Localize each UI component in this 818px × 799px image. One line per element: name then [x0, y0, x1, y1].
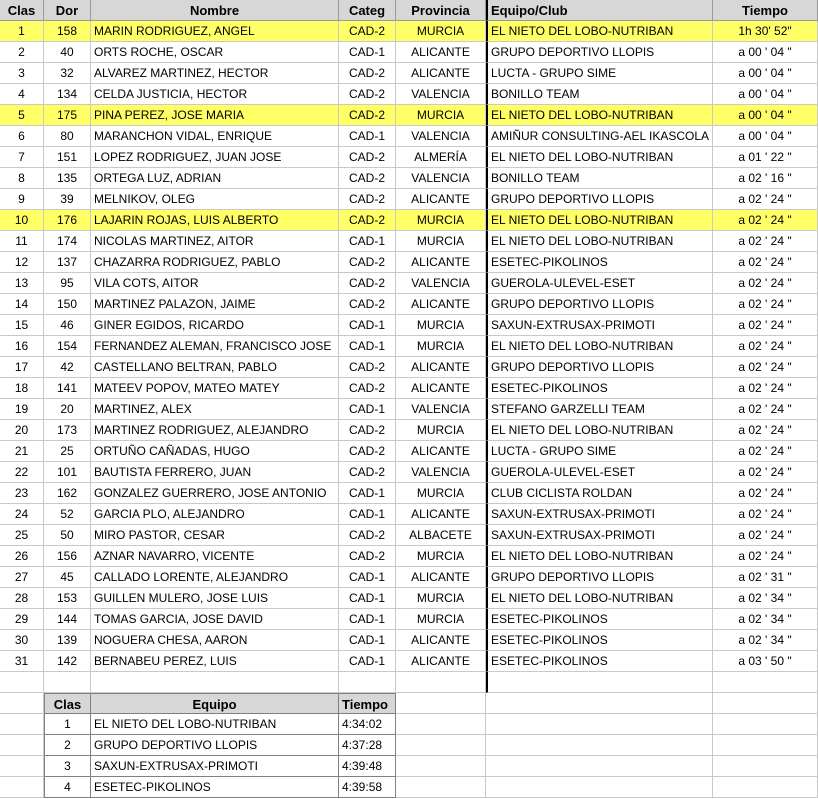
cell-tiempo: a 02 ' 24 "	[713, 504, 818, 525]
blank-cell	[0, 777, 44, 798]
cell-dor: 162	[44, 483, 91, 504]
blank-cell	[713, 756, 818, 777]
cell-tiempo: a 02 ' 24 "	[713, 525, 818, 546]
cell-nombre: TOMAS GARCIA, JOSE DAVID	[91, 609, 339, 630]
cell-categ: CAD-2	[339, 420, 396, 441]
cell-dor: 154	[44, 336, 91, 357]
cell-nombre: MARIN RODRIGUEZ, ANGEL	[91, 21, 339, 42]
cell-equipo: GRUPO DEPORTIVO LLOPIS	[486, 294, 713, 315]
cell-provincia: MURCIA	[396, 588, 486, 609]
cell-nombre: CASTELLANO BELTRAN, PABLO	[91, 357, 339, 378]
cell-nombre: BERNABEU PEREZ, LUIS	[91, 651, 339, 672]
cell-clas: 9	[0, 189, 44, 210]
cell-equipo: LUCTA - GRUPO SIME	[486, 441, 713, 462]
cell-nombre: ORTUÑO CAÑADAS, HUGO	[91, 441, 339, 462]
cell-categ: CAD-1	[339, 567, 396, 588]
cell-tiempo: a 03 ' 50 "	[713, 651, 818, 672]
header-equipo: Equipo/Club	[486, 0, 713, 21]
cell-clas: 23	[0, 483, 44, 504]
cell-dor: 142	[44, 651, 91, 672]
cell-tiempo: a 02 ' 16 "	[713, 168, 818, 189]
cell-clas: 15	[0, 315, 44, 336]
cell-dor: 20	[44, 399, 91, 420]
cell-dor: 139	[44, 630, 91, 651]
cell-provincia: MURCIA	[396, 483, 486, 504]
cell-tiempo: a 02 ' 34 "	[713, 588, 818, 609]
cell-equipo: GRUPO DEPORTIVO LLOPIS	[486, 42, 713, 63]
cell-categ: CAD-2	[339, 273, 396, 294]
cell-clas: 25	[0, 525, 44, 546]
cell-categ: CAD-2	[339, 147, 396, 168]
cell-equipo: GRUPO DEPORTIVO LLOPIS	[486, 189, 713, 210]
cell-categ: CAD-1	[339, 504, 396, 525]
cell-categ: CAD-2	[339, 105, 396, 126]
header-nombre: Nombre	[91, 0, 339, 21]
cell-provincia: ALICANTE	[396, 378, 486, 399]
team-cell-clas: 3	[44, 756, 91, 777]
cell-provincia: MURCIA	[396, 231, 486, 252]
cell-tiempo: a 02 ' 24 "	[713, 357, 818, 378]
cell-provincia: ALICANTE	[396, 630, 486, 651]
team-cell-equipo: GRUPO DEPORTIVO LLOPIS	[91, 735, 339, 756]
cell-tiempo: a 00 ' 04 "	[713, 126, 818, 147]
cell-dor: 101	[44, 462, 91, 483]
cell-provincia: MURCIA	[396, 21, 486, 42]
header-categ: Categ	[339, 0, 396, 21]
cell-categ: CAD-2	[339, 168, 396, 189]
cell-categ: CAD-1	[339, 630, 396, 651]
cell-equipo: ESETEC-PIKOLINOS	[486, 252, 713, 273]
cell-equipo: SAXUN-EXTRUSAX-PRIMOTI	[486, 504, 713, 525]
cell-clas: 21	[0, 441, 44, 462]
cell-clas: 14	[0, 294, 44, 315]
cell-clas: 8	[0, 168, 44, 189]
cell-nombre: GONZALEZ GUERRERO, JOSE ANTONIO	[91, 483, 339, 504]
blank-cell	[396, 777, 486, 798]
team-cell-tiempo: 4:34:02	[339, 714, 396, 735]
cell-nombre: PINA PEREZ, JOSE MARIA	[91, 105, 339, 126]
cell-equipo: GUEROLA-ULEVEL-ESET	[486, 273, 713, 294]
cell-dor: 137	[44, 252, 91, 273]
cell-nombre: LAJARIN ROJAS, LUIS ALBERTO	[91, 210, 339, 231]
cell-dor: 40	[44, 42, 91, 63]
cell-dor: 158	[44, 21, 91, 42]
cell-dor: 153	[44, 588, 91, 609]
cell-clas: 24	[0, 504, 44, 525]
cell-tiempo: a 00 ' 04 "	[713, 42, 818, 63]
cell-equipo: LUCTA - GRUPO SIME	[486, 63, 713, 84]
cell-equipo: EL NIETO DEL LOBO-NUTRIBAN	[486, 147, 713, 168]
cell-nombre: CHAZARRA RODRIGUEZ, PABLO	[91, 252, 339, 273]
cell-dor: 156	[44, 546, 91, 567]
cell-categ: CAD-1	[339, 588, 396, 609]
cell-dor: 50	[44, 525, 91, 546]
cell-nombre: ORTEGA LUZ, ADRIAN	[91, 168, 339, 189]
cell-equipo: CLUB CICLISTA ROLDAN	[486, 483, 713, 504]
cell-tiempo: a 02 ' 34 "	[713, 630, 818, 651]
cell-provincia: MURCIA	[396, 105, 486, 126]
cell-equipo: EL NIETO DEL LOBO-NUTRIBAN	[486, 21, 713, 42]
blank-cell	[486, 756, 713, 777]
cell-clas: 27	[0, 567, 44, 588]
cell-nombre: NICOLAS MARTINEZ, AITOR	[91, 231, 339, 252]
cell-provincia: ALICANTE	[396, 651, 486, 672]
blank-cell	[713, 693, 818, 714]
cell-categ: CAD-1	[339, 126, 396, 147]
cell-provincia: MURCIA	[396, 210, 486, 231]
team-cell-clas: 4	[44, 777, 91, 798]
cell-dor: 25	[44, 441, 91, 462]
blank-cell	[0, 693, 44, 714]
cell-categ: CAD-2	[339, 21, 396, 42]
cell-dor: 173	[44, 420, 91, 441]
blank-cell	[396, 693, 486, 714]
cell-tiempo: a 02 ' 24 "	[713, 336, 818, 357]
cell-tiempo: a 02 ' 24 "	[713, 462, 818, 483]
cell-clas: 29	[0, 609, 44, 630]
cell-nombre: MIRO PASTOR, CESAR	[91, 525, 339, 546]
cell-equipo: EL NIETO DEL LOBO-NUTRIBAN	[486, 588, 713, 609]
cell-equipo: GRUPO DEPORTIVO LLOPIS	[486, 567, 713, 588]
blank-cell	[0, 672, 44, 693]
cell-categ: CAD-2	[339, 441, 396, 462]
cell-clas: 11	[0, 231, 44, 252]
cell-categ: CAD-1	[339, 399, 396, 420]
cell-tiempo: a 00 ' 04 "	[713, 105, 818, 126]
team-cell-equipo: ESETEC-PIKOLINOS	[91, 777, 339, 798]
cell-dor: 174	[44, 231, 91, 252]
cell-provincia: VALENCIA	[396, 84, 486, 105]
cell-clas: 31	[0, 651, 44, 672]
cell-equipo: SAXUN-EXTRUSAX-PRIMOTI	[486, 315, 713, 336]
cell-dor: 52	[44, 504, 91, 525]
cell-clas: 16	[0, 336, 44, 357]
blank-cell	[713, 714, 818, 735]
cell-equipo: STEFANO GARZELLI TEAM	[486, 399, 713, 420]
cell-provincia: MURCIA	[396, 546, 486, 567]
cell-categ: CAD-2	[339, 357, 396, 378]
blank-cell	[396, 714, 486, 735]
cell-equipo: GRUPO DEPORTIVO LLOPIS	[486, 357, 713, 378]
cell-equipo: ESETEC-PIKOLINOS	[486, 609, 713, 630]
cell-categ: CAD-2	[339, 63, 396, 84]
blank-cell	[713, 777, 818, 798]
cell-tiempo: a 02 ' 24 "	[713, 441, 818, 462]
cell-nombre: LOPEZ RODRIGUEZ, JUAN JOSE	[91, 147, 339, 168]
cell-provincia: ALICANTE	[396, 189, 486, 210]
cell-clas: 2	[0, 42, 44, 63]
cell-provincia: MURCIA	[396, 315, 486, 336]
cell-nombre: NOGUERA CHESA, AARON	[91, 630, 339, 651]
header-clas: Clas	[0, 0, 44, 21]
cell-nombre: GINER EGIDOS, RICARDO	[91, 315, 339, 336]
cell-equipo: EL NIETO DEL LOBO-NUTRIBAN	[486, 336, 713, 357]
blank-cell	[713, 735, 818, 756]
cell-nombre: MARTINEZ RODRIGUEZ, ALEJANDRO	[91, 420, 339, 441]
cell-nombre: MARTINEZ PALAZON, JAIME	[91, 294, 339, 315]
header-tiempo: Tiempo	[713, 0, 818, 21]
cell-tiempo: a 02 ' 24 "	[713, 483, 818, 504]
cell-categ: CAD-2	[339, 378, 396, 399]
cell-equipo: ESETEC-PIKOLINOS	[486, 651, 713, 672]
team-header-clas: Clas	[44, 693, 91, 714]
cell-categ: CAD-2	[339, 210, 396, 231]
team-header-tiempo: Tiempo	[339, 693, 396, 714]
cell-categ: CAD-1	[339, 42, 396, 63]
cell-provincia: MURCIA	[396, 609, 486, 630]
cell-categ: CAD-1	[339, 231, 396, 252]
cell-provincia: ALMERÍA	[396, 147, 486, 168]
team-cell-equipo: EL NIETO DEL LOBO-NUTRIBAN	[91, 714, 339, 735]
cell-tiempo: a 02 ' 24 "	[713, 378, 818, 399]
cell-clas: 19	[0, 399, 44, 420]
blank-cell	[0, 714, 44, 735]
team-header-equipo: Equipo	[91, 693, 339, 714]
cell-equipo: EL NIETO DEL LOBO-NUTRIBAN	[486, 210, 713, 231]
cell-clas: 7	[0, 147, 44, 168]
cell-clas: 1	[0, 21, 44, 42]
cell-nombre: ALVAREZ MARTINEZ, HECTOR	[91, 63, 339, 84]
cell-dor: 144	[44, 609, 91, 630]
cell-dor: 80	[44, 126, 91, 147]
cell-tiempo: 1h 30' 52"	[713, 21, 818, 42]
blank-cell	[91, 672, 339, 693]
cell-provincia: VALENCIA	[396, 399, 486, 420]
blank-cell	[486, 777, 713, 798]
cell-equipo: EL NIETO DEL LOBO-NUTRIBAN	[486, 420, 713, 441]
cell-nombre: GUILLEN MULERO, JOSE LUIS	[91, 588, 339, 609]
cell-provincia: ALICANTE	[396, 567, 486, 588]
cell-nombre: FERNANDEZ ALEMAN, FRANCISCO JOSE	[91, 336, 339, 357]
cell-tiempo: a 02 ' 24 "	[713, 252, 818, 273]
header-provincia: Provincia	[396, 0, 486, 21]
cell-dor: 176	[44, 210, 91, 231]
blank-cell	[339, 672, 396, 693]
header-dor: Dor	[44, 0, 91, 21]
cell-equipo: BONILLO TEAM	[486, 84, 713, 105]
cell-tiempo: a 02 ' 24 "	[713, 189, 818, 210]
cell-nombre: CALLADO LORENTE, ALEJANDRO	[91, 567, 339, 588]
cell-clas: 28	[0, 588, 44, 609]
cell-tiempo: a 02 ' 24 "	[713, 546, 818, 567]
cell-tiempo: a 02 ' 24 "	[713, 294, 818, 315]
cell-clas: 17	[0, 357, 44, 378]
cell-dor: 46	[44, 315, 91, 336]
cell-dor: 135	[44, 168, 91, 189]
cell-nombre: AZNAR NAVARRO, VICENTE	[91, 546, 339, 567]
cell-clas: 22	[0, 462, 44, 483]
cell-provincia: MURCIA	[396, 420, 486, 441]
cell-clas: 10	[0, 210, 44, 231]
cell-dor: 151	[44, 147, 91, 168]
cell-nombre: MARTINEZ, ALEX	[91, 399, 339, 420]
cell-clas: 26	[0, 546, 44, 567]
cell-clas: 4	[0, 84, 44, 105]
cell-tiempo: a 02 ' 24 "	[713, 210, 818, 231]
cell-provincia: ALICANTE	[396, 294, 486, 315]
cell-dor: 42	[44, 357, 91, 378]
team-cell-tiempo: 4:39:58	[339, 777, 396, 798]
cell-tiempo: a 02 ' 31 "	[713, 567, 818, 588]
cell-clas: 20	[0, 420, 44, 441]
cell-provincia: ALBACETE	[396, 525, 486, 546]
cell-nombre: ORTS ROCHE, OSCAR	[91, 42, 339, 63]
cell-dor: 134	[44, 84, 91, 105]
cell-categ: CAD-2	[339, 294, 396, 315]
cell-categ: CAD-2	[339, 525, 396, 546]
cell-provincia: VALENCIA	[396, 462, 486, 483]
blank-cell	[713, 672, 818, 693]
cell-categ: CAD-2	[339, 84, 396, 105]
blank-cell	[44, 672, 91, 693]
cell-categ: CAD-2	[339, 189, 396, 210]
team-cell-clas: 2	[44, 735, 91, 756]
cell-provincia: VALENCIA	[396, 168, 486, 189]
team-cell-tiempo: 4:39:48	[339, 756, 396, 777]
cell-equipo: ESETEC-PIKOLINOS	[486, 630, 713, 651]
cell-tiempo: a 00 ' 04 "	[713, 63, 818, 84]
cell-provincia: ALICANTE	[396, 504, 486, 525]
cell-equipo: EL NIETO DEL LOBO-NUTRIBAN	[486, 546, 713, 567]
cell-clas: 3	[0, 63, 44, 84]
cell-tiempo: a 01 ' 22 "	[713, 147, 818, 168]
blank-cell	[396, 672, 486, 693]
cell-equipo: EL NIETO DEL LOBO-NUTRIBAN	[486, 231, 713, 252]
cell-nombre: BAUTISTA FERRERO, JUAN	[91, 462, 339, 483]
cell-dor: 141	[44, 378, 91, 399]
team-cell-clas: 1	[44, 714, 91, 735]
cell-tiempo: a 02 ' 24 "	[713, 315, 818, 336]
cell-dor: 32	[44, 63, 91, 84]
blank-cell	[0, 735, 44, 756]
cell-tiempo: a 02 ' 34 "	[713, 609, 818, 630]
cell-tiempo: a 00 ' 04 "	[713, 84, 818, 105]
cell-provincia: ALICANTE	[396, 252, 486, 273]
cell-categ: CAD-2	[339, 462, 396, 483]
team-cell-tiempo: 4:37:28	[339, 735, 396, 756]
cell-clas: 5	[0, 105, 44, 126]
cell-tiempo: a 02 ' 24 "	[713, 399, 818, 420]
cell-categ: CAD-1	[339, 651, 396, 672]
cell-provincia: MURCIA	[396, 336, 486, 357]
cell-tiempo: a 02 ' 24 "	[713, 231, 818, 252]
cell-dor: 175	[44, 105, 91, 126]
cell-categ: CAD-1	[339, 609, 396, 630]
cell-provincia: ALICANTE	[396, 63, 486, 84]
cell-equipo: GUEROLA-ULEVEL-ESET	[486, 462, 713, 483]
cell-dor: 150	[44, 294, 91, 315]
blank-cell	[396, 756, 486, 777]
cell-equipo: EL NIETO DEL LOBO-NUTRIBAN	[486, 105, 713, 126]
cell-dor: 39	[44, 189, 91, 210]
cell-tiempo: a 02 ' 24 "	[713, 420, 818, 441]
blank-cell	[396, 735, 486, 756]
cell-equipo: ESETEC-PIKOLINOS	[486, 378, 713, 399]
cell-clas: 18	[0, 378, 44, 399]
cell-categ: CAD-2	[339, 252, 396, 273]
cell-nombre: GARCIA PLO, ALEJANDRO	[91, 504, 339, 525]
cell-provincia: VALENCIA	[396, 273, 486, 294]
cell-categ: CAD-1	[339, 483, 396, 504]
cell-categ: CAD-2	[339, 546, 396, 567]
cell-nombre: MARANCHON VIDAL, ENRIQUE	[91, 126, 339, 147]
cell-nombre: CELDA JUSTICIA, HECTOR	[91, 84, 339, 105]
cell-dor: 95	[44, 273, 91, 294]
cell-provincia: VALENCIA	[396, 126, 486, 147]
cell-equipo: AMIÑUR CONSULTING-AEL IKASCOLA	[486, 126, 713, 147]
cell-tiempo: a 02 ' 24 "	[713, 273, 818, 294]
cell-provincia: ALICANTE	[396, 441, 486, 462]
cell-categ: CAD-1	[339, 336, 396, 357]
blank-cell	[486, 672, 713, 693]
cell-equipo: BONILLO TEAM	[486, 168, 713, 189]
cell-clas: 30	[0, 630, 44, 651]
cell-dor: 45	[44, 567, 91, 588]
cell-clas: 6	[0, 126, 44, 147]
cell-clas: 13	[0, 273, 44, 294]
cell-clas: 12	[0, 252, 44, 273]
cell-provincia: ALICANTE	[396, 357, 486, 378]
team-cell-equipo: SAXUN-EXTRUSAX-PRIMOTI	[91, 756, 339, 777]
cell-categ: CAD-1	[339, 315, 396, 336]
cell-provincia: ALICANTE	[396, 42, 486, 63]
blank-cell	[486, 714, 713, 735]
blank-cell	[486, 693, 713, 714]
blank-cell	[486, 735, 713, 756]
cell-nombre: MELNIKOV, OLEG	[91, 189, 339, 210]
blank-cell	[0, 756, 44, 777]
cell-equipo: SAXUN-EXTRUSAX-PRIMOTI	[486, 525, 713, 546]
cell-nombre: MATEEV POPOV, MATEO MATEY	[91, 378, 339, 399]
cell-nombre: VILA COTS, AITOR	[91, 273, 339, 294]
